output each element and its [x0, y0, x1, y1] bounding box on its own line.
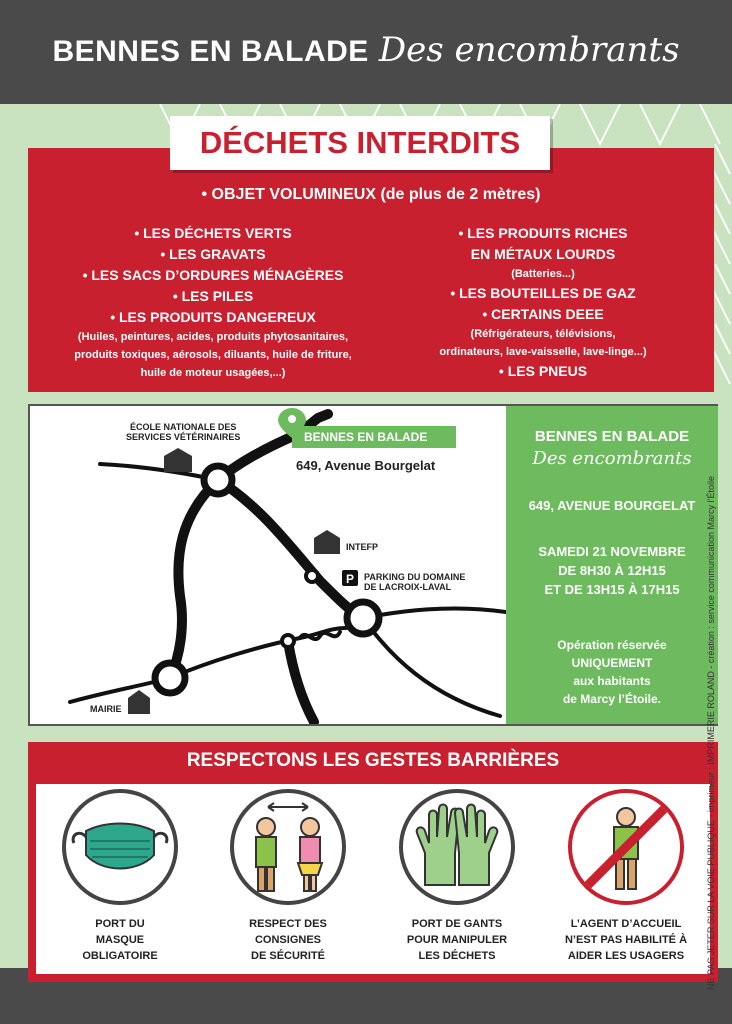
geste-label-line: PORT DE GANTS: [411, 918, 503, 930]
road-top-left: [100, 464, 218, 480]
interdits-title: DÉCHETS INTERDITS: [199, 125, 521, 160]
parking-label-line: PARKING DU DOMAINE: [364, 572, 466, 582]
geste-label: [373, 916, 541, 964]
info-date: [506, 542, 718, 599]
interdits-right-column: [398, 223, 688, 382]
geste-item: [373, 784, 541, 974]
road-map: [30, 406, 506, 724]
gestes-panel: [28, 742, 718, 982]
list-item: • LES PNEUS: [498, 363, 588, 379]
list-note: (Réfrigérateurs, télévisions,: [470, 328, 616, 340]
road-right-lower: [363, 618, 500, 716]
parking-symbol: P: [345, 572, 355, 586]
list-item: • LES PILES: [172, 288, 254, 304]
junction-small-2: [282, 635, 294, 647]
list-note: produits toxiques, aérosols, diluants, huile de friture,: [74, 349, 352, 361]
gloves-icon: [399, 789, 515, 905]
list-item: • LES DÉCHETS VERTS: [134, 225, 292, 241]
list-item: • LES GRAVATS: [160, 246, 266, 262]
geste-label-line: LES DÉCHETS: [418, 950, 496, 962]
geste-item: [36, 784, 204, 974]
roundabout-top: [204, 466, 232, 494]
road-main-loop: [170, 480, 218, 678]
geste-label-line: RESPECT DES: [249, 918, 327, 930]
info-subtitle: Des encombrants: [532, 448, 692, 469]
info-title: BENNES EN BALADE: [534, 428, 690, 445]
page-title: [0, 30, 732, 70]
interdits-panel: [28, 148, 714, 392]
mask-icon: [62, 789, 178, 905]
geste-label-line: OBLIGATOIRE: [82, 950, 158, 962]
date-line: ET DE 13H15 À 17H15: [544, 582, 680, 597]
date-line: SAMEDI 21 NOVEMBRE: [538, 544, 686, 559]
volumineux-item: • OBJET VOLUMINEUX (de plus de 2 mètres): [201, 186, 541, 203]
geste-label: [542, 916, 710, 964]
geste-label-line: MASQUE: [95, 934, 145, 946]
roundabout-right: [347, 602, 379, 634]
distance-icon: [230, 789, 346, 905]
geste-label-line: DE SÉCURITÉ: [251, 950, 325, 962]
geste-item: [542, 784, 710, 974]
list-item: • LES BOUTEILLES DE GAZ: [450, 285, 636, 301]
list-item: • LES SACS D’ORDURES MÉNAGÈRES: [82, 267, 344, 283]
mairie-icon: [128, 690, 150, 714]
geste-label-line: AIDER LES USAGERS: [567, 950, 685, 962]
no-help-icon: [568, 789, 684, 905]
credits-text: NE PAS JETER SUR LA VOIE PUBLIQUE - imprimeur : IMPRIMERIE ROLAND - création : service communication Marcy l’Étoile: [706, 476, 716, 990]
gestes-title: RESPECTONS LES GESTES BARRIÈRES: [186, 750, 560, 771]
title-script: Des encombrants: [378, 30, 680, 70]
road-right: [363, 608, 506, 618]
info-address: 649, AVENUE BOURGELAT: [528, 498, 696, 513]
geste-label-line: PORT DU: [95, 918, 145, 930]
list-note: huile de moteur usagées,...): [140, 367, 286, 379]
intefp-label: INTEFP: [346, 542, 379, 552]
list-item: • LES PRODUITS DANGEREUX: [110, 309, 316, 325]
gestes-list: [36, 784, 710, 974]
school-icon: [164, 448, 192, 472]
geste-label: [36, 916, 204, 964]
op-line: de Marcy l’Étoile.: [562, 692, 662, 706]
geste-label-line: CONSIGNES: [254, 934, 321, 946]
geste-item: [204, 784, 372, 974]
geste-label-line: N’EST PAS HABILITÉ À: [564, 934, 688, 946]
parking-icon: [342, 570, 358, 586]
list-note: (Batteries...): [511, 268, 575, 280]
road-diagonal: [218, 480, 363, 618]
roundabout-bottom: [155, 663, 185, 693]
title-bold: BENNES EN BALADE: [52, 35, 369, 68]
interdits-left-column: [48, 223, 378, 382]
geste-label-line: L’AGENT D’ACCUEIL: [570, 918, 682, 930]
road-bottom: [170, 618, 363, 678]
list-note: ordinateurs, lave-vaisselle, lave-linge...): [439, 346, 647, 358]
date-line: DE 8H30 À 12H15: [558, 563, 666, 578]
road-down: [288, 641, 314, 722]
mairie-label: MAIRIE: [90, 704, 122, 714]
parking-label-line: DE LACROIX-LAVAL: [364, 582, 452, 592]
map-panel: [28, 404, 718, 726]
info-box: [506, 406, 718, 724]
bennes-tag: BENNES EN BALADE: [292, 426, 456, 448]
intefp-icon: [314, 530, 340, 554]
geste-label-line: POUR MANIPULER: [406, 934, 508, 946]
junction-small: [306, 570, 318, 582]
ecole-label-line: SERVICES VÉTÉRINAIRES: [126, 432, 241, 442]
ecole-label-line: ÉCOLE NATIONALE DES: [130, 422, 237, 432]
map-address: 649, Avenue Bourgelat: [296, 458, 436, 473]
op-line: aux habitants: [573, 674, 651, 688]
interdits-title-box: [170, 116, 550, 170]
list-item: EN MÉTAUX LOURDS: [470, 246, 616, 262]
list-item: • CERTAINS DEEE: [482, 306, 604, 322]
parking-label: [364, 572, 465, 592]
op-line: Opération réservée: [557, 638, 667, 652]
op-line: UNIQUEMENT: [571, 656, 653, 670]
geste-label: [204, 916, 372, 964]
ecole-label: [126, 422, 240, 442]
info-operation: [506, 636, 718, 708]
list-note: (Huiles, peintures, acides, produits phytosanitaires,: [77, 331, 349, 343]
list-item: • LES PRODUITS RICHES: [458, 225, 628, 241]
